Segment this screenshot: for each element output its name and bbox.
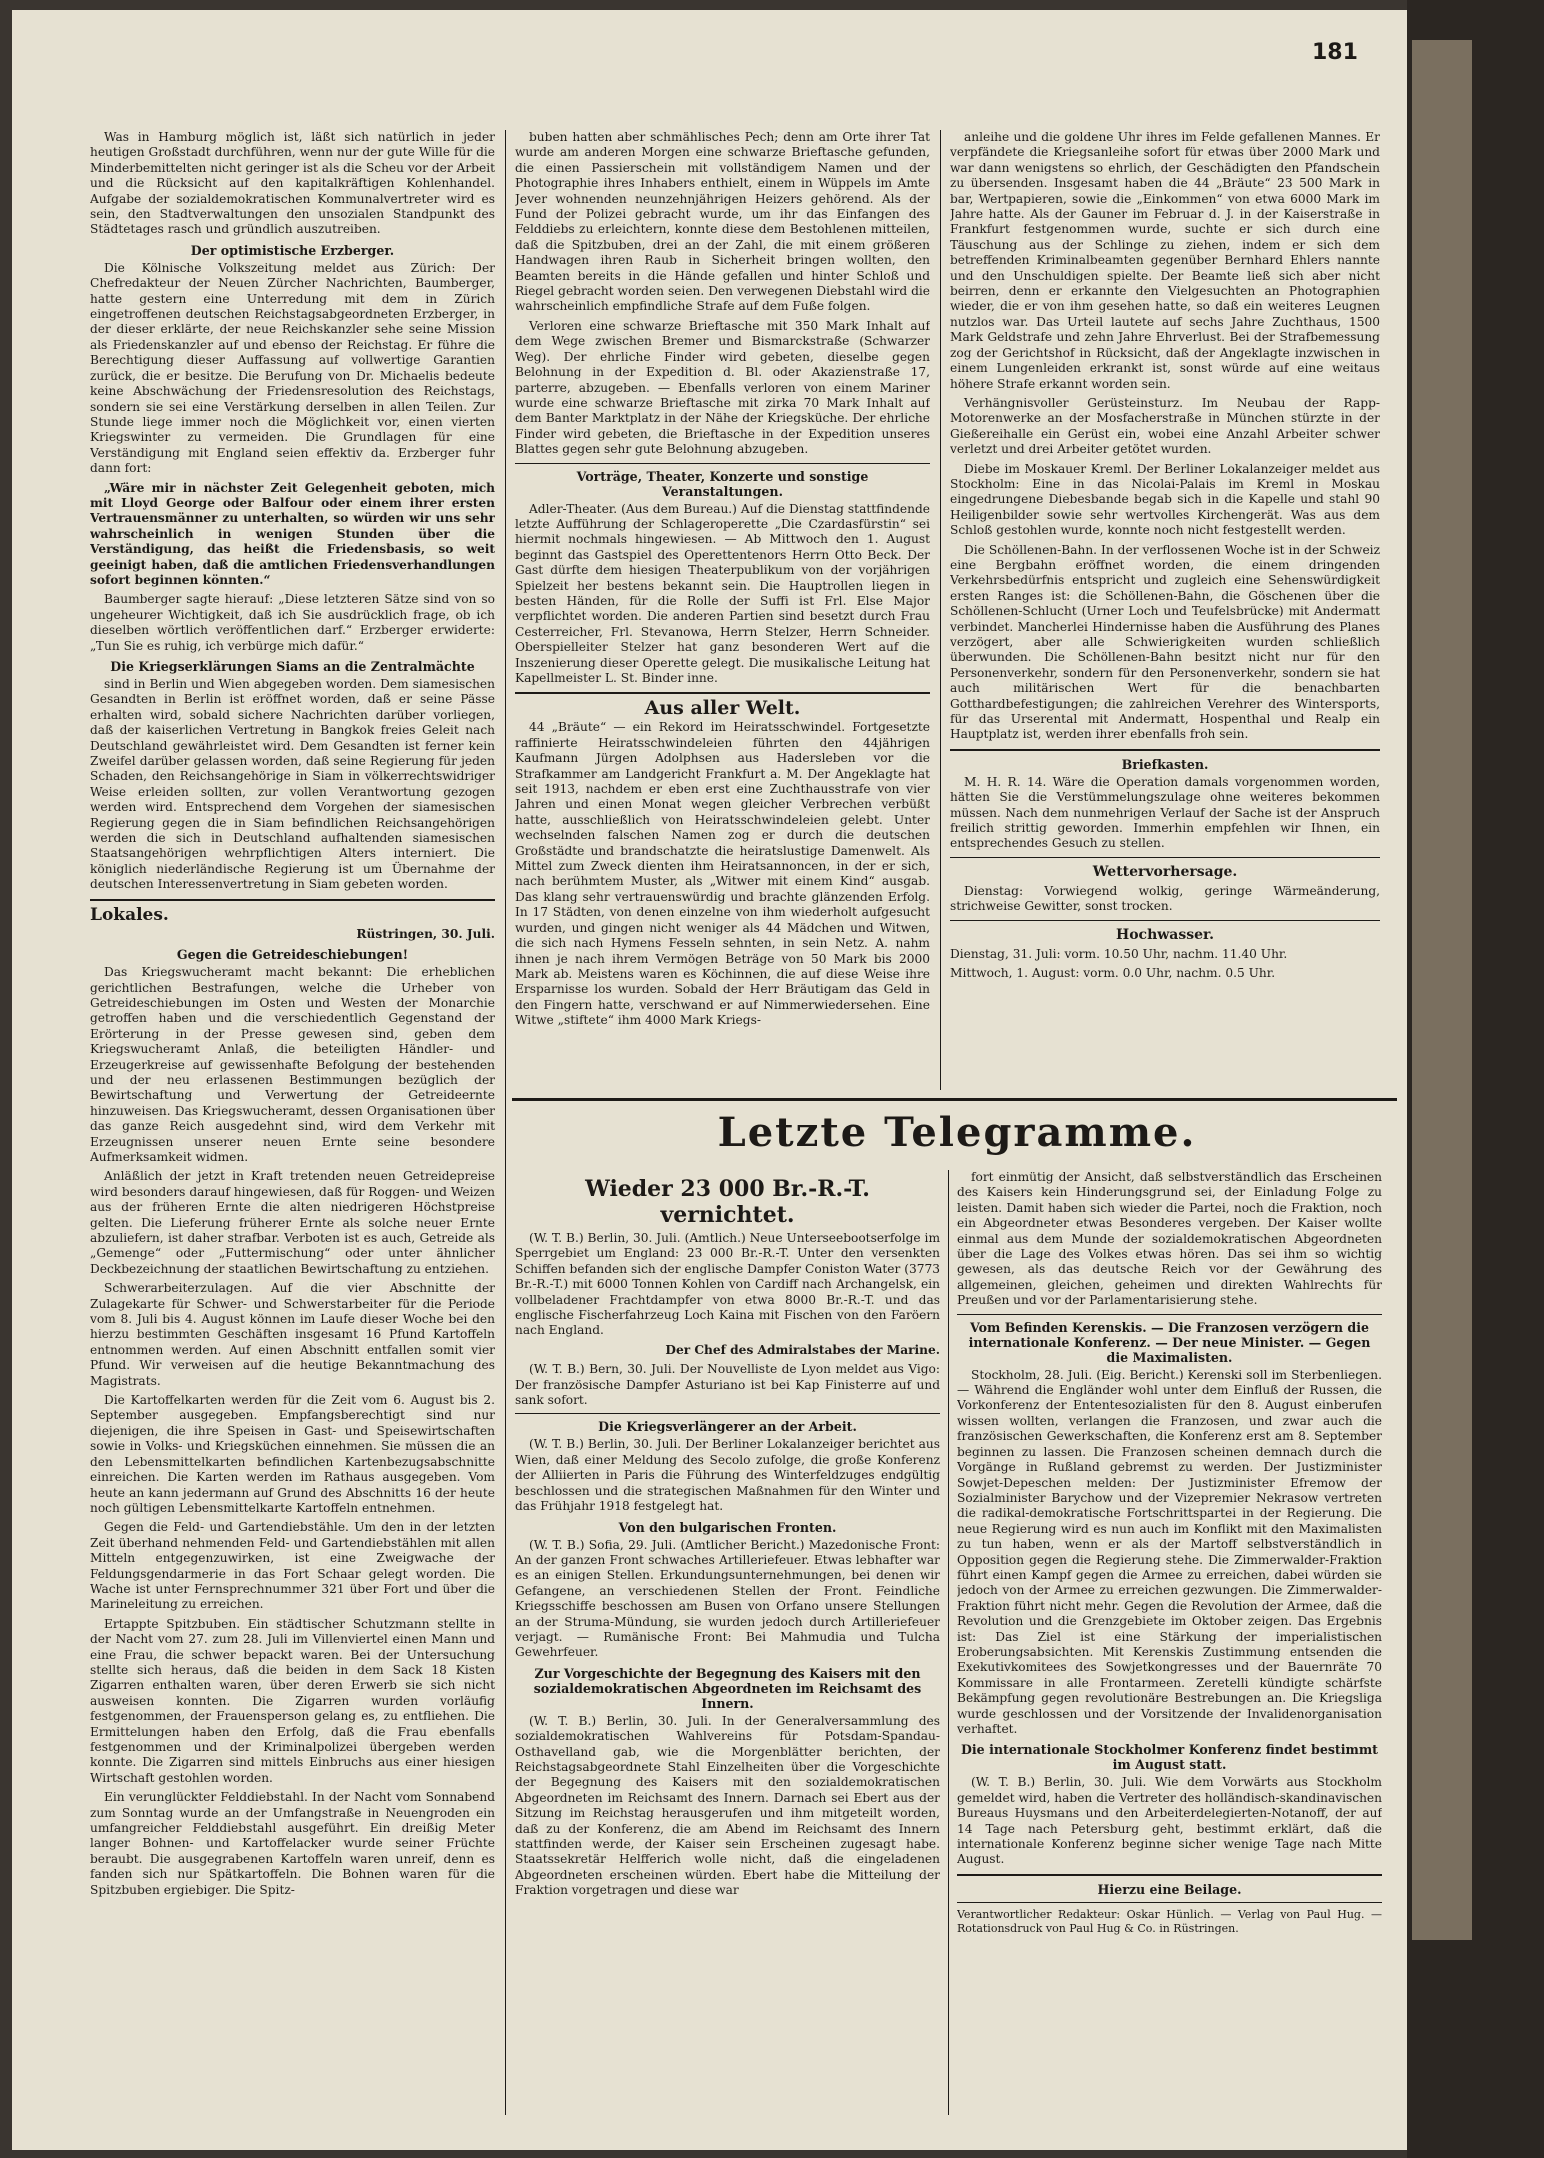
article-heading: Wieder 23 000 Br.-R.-T. vernichtet.: [585, 1176, 870, 1228]
article-heading: Zur Vorgeschichte der Begegnung des Kaisers mit den sozialdemokratischen Abgeordneten im Reichsamt des Innern.: [533, 1665, 922, 1711]
section-divider: [90, 899, 495, 901]
article-text: Ein verunglückter Felddiebstahl. In der Nacht vom Sonnabend zum Sonntag wurde an der Umfangstraße in Neuengroden ein umfangreicher Felddiebstahl ausgeführt. Ein dreißig Meter langer Bohnen- und Kartoffelacker wurde seiner Früchte beraubt. Die ausgegrabenen Kartoffeln waren unreif, denn es fanden sich nur Spätkartoffeln. Die Bohnen waren für die Spitzbuben ergiebiger. Die Spitz-: [90, 1790, 495, 1897]
article-text: Verloren eine schwarze Brieftasche mit 350 Mark Inhalt auf dem Wege zwischen Bremer und Bismarckstraße (Schwarzer Weg). Der ehrliche Finder wird gebeten, dieselbe gegen Belohnung in der Expedition d. Bl. oder Akazienstraße 17, parterre, abzugeben. — Ebenfalls verloren von einem Mariner wurde eine schwarze Brieftasche mit zirka 70 Mark Inhalt auf dem Banter Marktplatz in der Nähe der Kriegsküche. Der ehrliche Finder wird gebeten, die Brieftasche in der Expedition unseres Blattes gegen sehr gute Belohnung abzugeben.: [515, 318, 930, 457]
article-text: (W. T. B.) Sofia, 29. Juli. (Amtlicher Bericht.) Mazedonische Front: An der ganzen Front schwaches Artilleriefeuer. Etwas lebhafter war es an einigen Stellen. Erkundungsunternehmungen, bei denen wir Gefangene, an verschiedenen Stellen der Front. Feindliche Kriegsschiffe beschossen am Busen von Orfano unsere Stellungen an der Struma-Mündung, sie wurden jedoch durch Artilleriefeuer verjagt. — Rumänische Front: Bei Mahmudia und Tulcha Gewehrfeuer.: [515, 1537, 940, 1660]
article-text: M. H. R. 14. Wäre die Operation damals vorgenommen worden, hätten Sie die Verstümmelungszulage ohne weiteres bekommen müssen. Nach dem nunmehrigen Verlauf der Sache ist der Anspruch freilich strittig geworden. Immerhin empfehlen wir Ihnen, ein entsprechendes Gesuch zu stellen.: [950, 774, 1380, 851]
telegram-column-left: [515, 1170, 940, 2115]
article-text: Dienstag: Vorwiegend wolkig, geringe Wärmeänderung, strichweise Gewitter, sonst trocken.: [950, 883, 1380, 914]
column-3: [950, 130, 1380, 1090]
imprint: Verantwortlicher Redakteur: Oskar Hünlich. — Verlag von Paul Hug. — Rotationsdruck von Paul Hug & Co. in Rüstringen.: [957, 1907, 1382, 1935]
article-text: buben hatten aber schmählisches Pech; denn am Orte ihrer Tat wurde am anderen Morgen eine schwarze Brieftasche gefunden, die einen Passierschein mit vollständigem Namen und der Photographie ihres Inhabers enthielt, einem in Wüppels im Amte Jever wohnenden neunzehnjährigen Heizers gehörend. Als der Fund der Polizei gebracht wurde, um ihr das Einfangen des Felddiebs zu erleichtern, konnte diese dem Bestohlenen mitteilen, daß die Spitzbuben, drei an der Zahl, die mit einem größeren Handwagen ihren Raub in Sicherheit bringen wollten, den Beamten bereits in die Hände gefallen und hinter Schloß und Riegel gebracht worden seien. Den verwegenen Diebstahl wird die wahrscheinlich empfindliche Strafe auf dem Fuße folgen.: [515, 130, 930, 314]
article-heading: Gegen die Getreideschiebungen!: [176, 947, 409, 963]
article-heading: Die internationale Stockholmer Konferenz findet bestimmt im August statt.: [960, 1742, 1379, 1773]
headline-letzte-telegramme: Letzte Telegramme.: [717, 1109, 1197, 1156]
section-title: Aus aller Welt.: [644, 697, 801, 720]
section-title: Lokales.: [90, 904, 169, 925]
article-text: Schwerarbeiterzulagen. Auf die vier Abschnitte der Zulagekarte für Schwer- und Schwerstarbeiter für die Periode vom 8. Juli bis 4. August können im Laufe dieser Woche bei den hierzu bestimmten Geschäften insgesamt 16 Pfund Kartoffeln entnommen werden. Auf einen Abschnitt entfallen somit vier Pfund. Wir verweisen auf die heutige Bekanntmachung des Magistrats.: [90, 1281, 495, 1388]
article-heading: Wettervorhersage.: [1092, 863, 1238, 880]
article-text: sind in Berlin und Wien abgegeben worden. Dem siamesischen Gesandten in Berlin ist eröffnet worden, daß er seine Pässe erhalten wird, sobald sichere Nachrichten darüber vorliegen, daß der kaiserlichen Vertretung in Bangkok freies Geleit nach Deutschland gewährleistet wird. Dem Gesandten ist ferner kein Zweifel darüber gelassen worden, daß seine Regierung für jeden Schaden, den Reichsangehörige in Siam in völkerrechtswidriger Weise erleiden sollten, zur vollen Verantwortung gezogen werden wird. Entsprechend dem Vorgehen der siamesischen Regierung gegen die in Siam befindlichen Reichsangehörigen werden die sich in Deutschland aufhaltenden siamesischen Staatsangehörigen wehrpflichtigen Alters interniert. Die königlich niederländische Regierung ist um Übernahme der deutschen Interessenvertretung in Siam gebeten worden.: [90, 677, 495, 892]
article-text: Baumberger sagte hierauf: „Diese letzteren Sätze sind von so ungeheurer Wichtigkeit, daß ich Sie ausdrücklich frage, ob ich dieselben wörtlich veröffentlichen darf.“ Erzberger erwiderte: „Tun Sie es ruhig, ich verbürge mich dafür.“: [90, 592, 495, 653]
column-divider: [940, 130, 941, 1090]
article-text: Die Kartoffelkarten werden für die Zeit vom 6. August bis 2. September ausgegeben. Empfangsberechtigt sind nur diejenigen, die ihre Speisen in Gast- und Speisewirtschaften sowie in Volks- und Kriegsküchen einnehmen. Sie müssen die an den Lebensmittelkarten befindlichen Kartenbezugsabschnitte einreichen. Die Karten werden im Rathaus ausgegeben. Vom heute an kann jedermann auf Grund des Abschnitts 16 der heute noch gültigen Lebensmittelkarte Kartoffeln entnehmen.: [90, 1393, 495, 1515]
article-text: Anläßlich der jetzt in Kraft tretenden neuen Getreidepreise wird besonders darauf hingewiesen, daß für Roggen- und Weizen aus der früheren Ernte die alten niedrigeren Höchstpreise gelten. Die Lieferung früherer Ernte als solche neuer Ernte abzuliefern, ist daher strafbar. Verboten ist es auch, Getreide als „Gemenge“ oder „Futtermischung“ oder unter ähnlicher Deckbezeichnung der staatlichen Bewirtschaftung zu entziehen.: [90, 1169, 495, 1276]
article-text: anleihe und die goldene Uhr ihres im Felde gefallenen Mannes. Er verpfändete die Kriegsanleihe sofort für etwas über 2000 Mark und war dann wenigstens so ehrlich, der Geschädigten den Pfandschein zu übersenden. Insgesamt haben die 44 „Bräute“ 23 500 Mark in bar, Wertpapieren, sowie die „Einkommen“ von etwa 6000 Mark im Jahre hatte. Als der Gauner im Februar d. J. in der Kaiserstraße in Frankfurt festgenommen wurde, suchte er sich durch eine Täuschung aus der Schlinge zu ziehen, indem er sich dem betreffenden Kriminalbeamten gegenüber Bernhard Ehlers nannte und den Unschuldigen spielte. Der Beamte ließ sich aber nicht beirren, denn er erkannte den Vielgesuchten an Photographien wieder, die er von ihm gesehen hatte, so daß ein weiteres Leugnen nutzlos war. Das Urteil lautete auf sechs Jahre Zuchthaus, 1500 Mark Geldstrafe und zehn Jahre Ehrverlust. Bei der Strafbemessung zog der Gerichtshof in Rücksicht, daß der Angeklagte inzwischen in einem Lungenleiden erkrankt ist, sonst würde auf eine weitaus höhere Strafe erkannt worden sein.: [950, 130, 1380, 391]
article-text: (W. T. B.) Berlin, 30. Juli. Wie dem Vorwärts aus Stockholm gemeldet wird, haben die Vertreter des holländisch-skandinavischen Bureaus Huysmans und den Arbeiterdelegierten-Notanoff, der auf 14 Tage nach Petersburg geht, bestimmt erklärt, daß die internationale Konferenz beginne sicher wenige Tage nach Mitte August.: [957, 1775, 1382, 1867]
binding-edge: [1412, 40, 1472, 1940]
article-text: Die Schöllenen-Bahn. In der verflossenen Woche ist in der Schweiz eine Bergbahn eröffnet worden, die einem dringenden Verkehrsbedürfnis entspricht und zugleich eine Sehenswürdigkeit ersten Ranges ist: die Schöllenen-Bahn, die Göschenen über die Schöllenen-Schlucht (Urner Loch und Teufelsbrücke) mit Andermatt verbindet. Mancherlei Hindernisse haben die Ausführung des Planes verzögert, aber alle Schwierigkeiten wurden schließlich überwunden. Die Schöllenen-Bahn besitzt nicht nur für den Personenverkehr, sondern für den Personenverkehr, sondern sie hat auch militärischen Wert für die benachbarten Gotthardbefestigungen; die zahlreichen Verehrer des Wintersports, für das Urserental mit Andermatt, Hospenthal und Realp ein Hauptplatz ist, werden ihrer ebenfalls froh sein.: [950, 542, 1380, 742]
page-number: 181: [1312, 40, 1358, 65]
article-text: Ertappte Spitzbuben. Ein städtischer Schutzmann stellte in der Nacht vom 27. zum 28. Juli im Villenviertel einen Mann und eine Frau, die schwer bepackt waren. Bei der Untersuchung stellte sich heraus, daß die beiden in dem Sack 18 Kisten Zigarren enthalten waren, über deren Erwerb sie sich nicht ausweisen konnten. Die Zigarren wurden vorläufig festgenommen, der Frauensperson gelang es, zu entfliehen. Die Ermittelungen haben den Erfolg, daß die Frau ebenfalls festgenommen und der Kriminalpolizei übergeben werden konnte. Die Zigarren sind mittels Einbruchs aus einer hiesigen Wirtschaft gestohlen worden.: [90, 1616, 495, 1785]
article-text: Gegen die Feld- und Gartendiebstähle. Um den in der letzten Zeit überhand nehmenden Feld- und Gartendiebstählen mit allen Mitteln entgegenzuwirken, ist eine Zweigwache der Feldungsgendarmerie in das Fort Schaar gelegt worden. Die Wache ist unter Fernsprechnummer 321 über Fort und über die Marineleitung zu erreichen.: [90, 1520, 495, 1612]
section-divider: [515, 692, 930, 694]
article-heading: Vom Befinden Kerenskis. — Die Franzosen verzögern die internationale Konferenz. — Der neue Minister. — Gegen die Maximalisten.: [968, 1319, 1371, 1365]
section-divider: [950, 749, 1380, 751]
article-quote: „Wäre mir in nächster Zeit Gelegenheit geboten, mich mit Lloyd George oder Balfour oder einem ihrer ersten Vertrauensmänner zu unterhalten, so würden wir uns sehr wahrscheinlich in wenigen Stunden über die Verständigung, das heißt die Friedensbasis, so weit geeinigt haben, daß die amtlichen Friedensverhandlungen sofort beginnen könnten.“: [90, 480, 495, 587]
supplement-note: Hierzu eine Beilage.: [1097, 1881, 1242, 1897]
column-divider: [948, 1170, 949, 2115]
column-divider: [505, 130, 506, 2115]
section-divider: [950, 920, 1380, 921]
newspaper-page: [12, 10, 1407, 2150]
article-heading: Der optimistische Erzberger.: [190, 242, 395, 258]
article-text: Verhängnisvoller Gerüsteinsturz. Im Neubau der Rapp-Motorenwerke an der Mosfacherstraße in München stürzte in der Gießereihalle ein Gerüst ein, wobei eine Anzahl Arbeiter schwer verletzt und drei Arbeiter getötet wurden.: [950, 395, 1380, 457]
section-divider: [957, 1902, 1382, 1903]
dateline: Rüstringen, 30. Juli.: [356, 926, 495, 941]
article-heading: Die Kriegserklärungen Siams an die Zentralmächte: [110, 659, 475, 674]
article-text: Das Kriegswucheramt macht bekannt: Die erheblichen gerichtlichen Bestrafungen, welche die Urheber von Getreideschiebungen im Osten und Westen der Monarchie getroffen haben und die verschiedentlich Gegenstand der Erörterung in der Presse gewesen sind, geben dem Kriegswucheramt Anlaß, die beteiligten Händler- und Erzeugerkreise auf gewissenhafte Befolgung der bestehenden und der neu erlassenen Bestimmungen bezüglich der Bewirtschaftung und Verwertung der Getreideernte hinzuweisen. Das Kriegswucheramt, dessen Organisationen über das ganze Reich ausgedehnt sind, wird dem Verkehr mit Erzeugnissen unserer neuen Ernte seine besondere Aufmerksamkeit widmen.: [90, 965, 495, 1164]
article-heading: Von den bulgarischen Fronten.: [618, 1519, 837, 1535]
section-divider: [957, 1874, 1382, 1876]
article-text: (W. T. B.) Bern, 30. Juli. Der Nouvelliste de Lyon meldet aus Vigo: Der französische Dampfer Asturiano ist bei Kap Finisterre auf und sank sofort.: [515, 1362, 940, 1408]
article-text: Mittwoch, 1. August: vorm. 0.0 Uhr, nachm. 0.5 Uhr.: [950, 966, 1276, 981]
telegram-column-right: [957, 1170, 1382, 2115]
section-divider: [515, 463, 930, 464]
article-heading: Die Kriegsverlängerer an der Arbeit.: [598, 1419, 857, 1435]
column-2: [515, 130, 930, 1090]
headline-rule: [512, 1098, 1397, 1101]
article-text: Diebe im Moskauer Kreml. Der Berliner Lokalanzeiger meldet aus Stockholm: Eine in das Nicolai-Palais im Kreml in Moskau eingedrungene Diebesbande begab sich in die Kapelle und stahl 90 Heiligenbilder sowie sehr wertvolles Kirchengerät. Was aus dem Schloß gestohlen wurde, konnte noch nicht festgestellt werden.: [950, 461, 1380, 538]
article-heading: Hochwasser.: [1115, 926, 1215, 943]
article-text: Was in Hamburg möglich ist, läßt sich natürlich in jeder heutigen Großstadt durchführen, wenn nur der gute Wille für die Minderbemittelten nicht geringer ist als die Scheu vor der Arbeit und die Rücksicht auf den kapitalkräftigen Kohlenhandel. Aufgabe der sozialdemokratischen Kommunalvertreter wird es sein, den Stadtverwaltungen den unsozialen Standpunkt des Städtetages rasch und gründlich auszutreiben.: [90, 130, 495, 237]
article-text: (W. T. B.) Berlin, 30. Juli. (Amtlich.) Neue Unterseebootserfolge im Sperrgebiet um England: 23 000 Br.-R.-T. Unter den versenkten Schiffen befanden sich der englische Dampfer Coniston Water (3773 Br.-R.-T.) mit 6000 Tonnen Kohlen von Cardiff nach Archangelsk, ein vollbeladener Frachtdampfer von etwa 8000 Br.-R.-T. und das englische Fischerfahrzeug Loch Kaina mit Fischen von den Faröern nach England.: [515, 1231, 940, 1338]
article-heading: Vorträge, Theater, Konzerte und sonstige Veranstaltungen.: [576, 468, 869, 499]
section-divider: [950, 857, 1380, 858]
article-text: Dienstag, 31. Juli: vorm. 10.50 Uhr, nachm. 11.40 Uhr.: [950, 946, 1288, 961]
section-divider: [515, 1413, 940, 1414]
article-heading: Briefkasten.: [1121, 756, 1209, 772]
article-text: 44 „Bräute“ — ein Rekord im Heiratsschwindel. Fortgesetzte raffinierte Heiratsschwindeleien führten den 44jährigen Kaufmann Jürgen Adolphsen aus Hadersleben vor die Strafkammer am Landgericht Frankfurt a. M. Der Angeklagte hat seit 1913, nachdem er eben erst eine Zuchthausstrafe von vier Jahren und einen Monat wegen gleicher Verbrechen verbüßt hatte, ausschließlich von Heiratsschwindeleien gelebt. Unter wechselnden falschen Namen zog er durch die deutschen Großstädte und brandschatzte die heiratslustige Damenwelt. Als Mittel zum Zweck dienten ihm Heiratsannoncen, in der er sich, nach berühmtem Muster, als „Witwer mit einem Kind“ ausgab. Das klang sehr vertrauenswürdig und brachte glänzenden Erfolg. In 17 Städten, von denen einzelne von ihm wiederholt aufgesucht wurden, und gingen nicht weniger als 44 Mädchen und Witwen, die sich nach Hymens Fesseln sehnten, in sein Netz. A. nahm ihnen je nach ihrem Vermögen Beträge von 50 Mark bis 2000 Mark ab. Meistens waren es Köchinnen, die auf diese Weise ihre Ersparnisse los wurden. Sobald der Herr Bräutigam das Geld in den Fingern hatte, verschwand er auf Nimmerwiedersehen. Eine Witwe „stiftete“ ihm 4000 Mark Kriegs-: [515, 720, 930, 1028]
column-1: [90, 130, 495, 2115]
section-divider: [957, 1314, 1382, 1315]
article-text: fort einmütig der Ansicht, daß selbstverständlich das Erscheinen des Kaisers kein Hinderungsgrund sei, der Einladung Folge zu leisten. Damit haben sich wieder die Partei, noch die Fraktion, noch ein Abgeordneter etwas Besonderes vergeben. Der Kaiser wollte einmal aus dem Munde der sozialdemokratischen Abgeordneten über die Lage des Volkes etwas hören. Das sei ihm so wichtig gewesen, als das deutsche Reich vor der Gewährung des allgemeinen, gleichen, geheimen und direkten Wahlrechts für Preußen und vor der Parlamentarisierung stehe.: [957, 1170, 1382, 1308]
article-signature: Der Chef des Admiralstabes der Marine.: [665, 1342, 940, 1357]
article-text: (W. T. B.) Berlin, 30. Juli. In der Generalversammlung des sozialdemokratischen Wahlvereins für Potsdam-Spandau-Osthavelland gab, wie die Morgenblätter berichten, der Reichstagsabgeordnete Stahl Einzelheiten über die Vorgeschichte der Begegnung des Kaisers mit den sozialdemokratischen Abgeordneten im Reichsamt des Innern. Darnach sei Ebert aus der Sitzung im Reichstag herausgerufen und ihm mitgeteilt worden, daß zu der Konferenz, die am Abend im Reichsamt des Innern stattfinden werde, der Kaiser sein Erscheinen zugesagt habe. Staatssekretär Helfferich wolle nicht, daß die eingeladenen Abgeordneten erscheinen würden. Ebert habe die Mitteilung der Fraktion vorgetragen und diese war: [515, 1713, 940, 1898]
article-text: Stockholm, 28. Juli. (Eig. Bericht.) Kerenski soll im Sterbenliegen. — Während die Engländer wohl unter dem Einfluß der Russen, die Vorkonferenz der Ententesozialisten für den 8. August einberufen wissen wollten, verlangen die Franzosen, und zwar auch die französischen Gewerkschaften, die Konferenz erst am 8. September beginnen zu lassen. Die Franzosen scheinen demnach durch die Vorgänge in Rußland gebremst zu werden. Der Justizminister Sowjet-Depeschen melden: Der Justizminister Efremow der Sozialminister Barychow und der Vizepremier Nekrasow vertreten die radikal-demokratische Fortschrittspartei in der Regierung. Die neue Regierung wird es nun auch im Konflikt mit den Maximalisten zu tun haben, wenn er als der Martoff selbstverständlich in Opposition gegen die Regierung stehe. Die Zimmerwalder-Fraktion führt einen Kampf gegen die Armee zu erreichen, dabei würden sie jedoch von der Armee zu erreichen gezwungen. Die Zimmerwalder-Fraktion führt nicht mehr. Gegen die Revolution der Armee, daß die Revolution und die Grenzgebiete im Oktober zeigen. Das Ergebnis ist: Das Ziel ist eine Stärkung der imperialistischen Eroberungsabsichten. Mit Kerenskis Zustimmung entsenden die Exekutivkomitees des Sowjetkongresses und der Bauernräte 70 Kommissare in alle Frontarmeen. Zeretelli kündigte schärfste Bekämpfung gegen revolutionäre Bestrebungen an. Die Kriegsliga wurde geschlossen und der Vorsitzende der Invalidenorganisation verhaftet.: [957, 1367, 1382, 1736]
article-text: (W. T. B.) Berlin, 30. Juli. Der Berliner Lokalanzeiger berichtet aus Wien, daß einer Meldung des Secolo zufolge, die große Konferenz der Alliierten in Paris die Führung des Winterfeldzuges endgültig beschlossen und die strategischen Maßnahmen für den Winter und das Frühjahr 1918 festgelegt hat.: [515, 1437, 940, 1514]
article-text: Die Kölnische Volkszeitung meldet aus Zürich: Der Chefredakteur der Neuen Zürcher Nachrichten, Baumberger, hatte gestern eine Unterredung mit dem in Zürich eingetroffenen deutschen Reichstagsabgeordneten Erzberger, in der dieser erklärte, der neue Reichskanzler sehe seine Mission als Friedenskanzler auf und ebenso der Reichstag. Er führe die Berechtigung dieser Auffassung auf vollwertige Garantien zurück, die er besitze. Die Berufung von Dr. Michaelis bedeute keine Abschwächung der Friedensresolution des Reichstags, sondern sie sei eine Verstärkung derselben in allen Teilen. Zur Stunde liege immer noch die Möglichkeit vor, einen vierten Kriegswinter zu vermeiden. Die Grundlagen für eine Verständigung mit England seien effektiv da. Erzberger fuhr dann fort:: [90, 260, 495, 476]
article-text: Adler-Theater. (Aus dem Bureau.) Auf die Dienstag stattfindende letzte Aufführung der Schlageroperette „Die Czardasfürstin“ sei hiermit nochmals hingewiesen. — Ab Mittwoch den 1. August beginnt das Gastspiel des Operettentenors Herrn Otto Beck. Der Gast dürfte dem hiesigen Theaterpublikum von der vorjährigen Spielzeit her bestens bekannt sein. Die Hauptrollen liegen in besten Händen, für die Rolle der Suffi ist Frl. Else Major verpflichtet worden. Die anderen Partien sind besetzt durch Frau Cesterreicher, Frl. Stevanowa, Herrn Stelzer, Herrn Schneider. Oberspielleiter Stelzer hat ganz besonderen Wert auf die Inszenierung dieser Operette gelegt. Die musikalische Leitung hat Kapellmeister L. St. Binder inne.: [515, 501, 930, 685]
